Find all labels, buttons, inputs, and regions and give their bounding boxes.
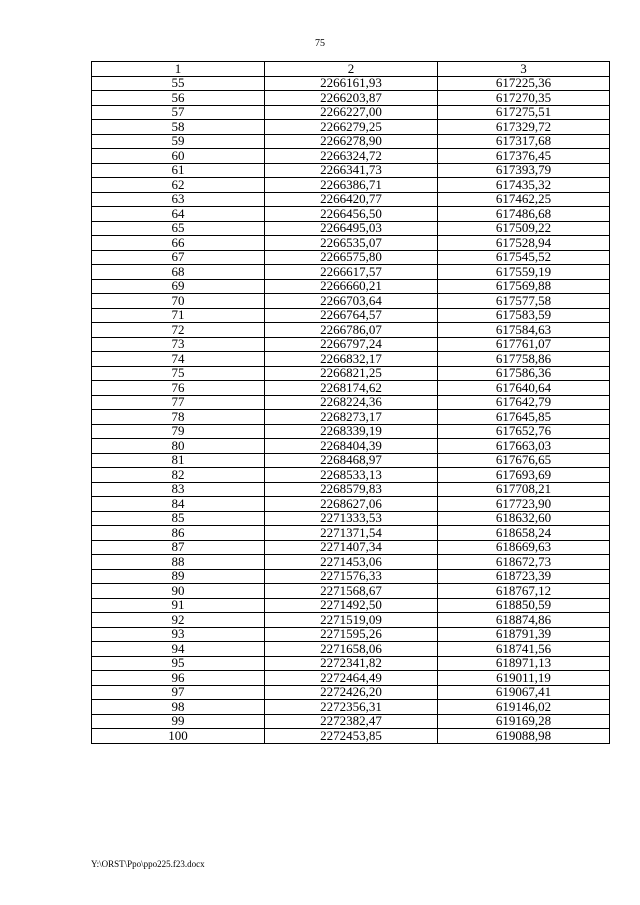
table-row <box>92 410 610 425</box>
y-coordinate-cell: 617509,22 <box>438 221 610 236</box>
point-number-cell: 75 <box>92 366 265 381</box>
table-row <box>92 352 610 367</box>
x-coordinate-cell: 2268627,06 <box>265 497 438 512</box>
point-number-cell: 85 <box>92 511 265 526</box>
point-number-cell: 77 <box>92 395 265 410</box>
table-row <box>92 294 610 309</box>
y-coordinate-cell: 617376,45 <box>438 149 610 164</box>
table-row <box>92 279 610 294</box>
point-number-cell: 60 <box>92 149 265 164</box>
table-row <box>92 236 610 251</box>
y-coordinate-cell: 617663,03 <box>438 439 610 454</box>
y-coordinate-cell: 617676,65 <box>438 453 610 468</box>
y-coordinate-cell: 617569,88 <box>438 279 610 294</box>
x-coordinate-cell: 2266456,50 <box>265 207 438 222</box>
footer-file-path: Y:\ORST\Ppo\ppo225.f23.docx <box>91 859 205 869</box>
x-coordinate-cell: 2266278,90 <box>265 134 438 149</box>
point-number-cell: 95 <box>92 656 265 671</box>
y-coordinate-cell: 617528,94 <box>438 236 610 251</box>
x-coordinate-cell: 2266575,80 <box>265 250 438 265</box>
x-coordinate-cell: 2271492,50 <box>265 598 438 613</box>
coordinates-table <box>91 61 610 744</box>
x-coordinate-cell: 2271568,67 <box>265 584 438 599</box>
y-coordinate-cell: 617393,79 <box>438 163 610 178</box>
point-number-cell: 93 <box>92 627 265 642</box>
table-row <box>92 265 610 280</box>
point-number-cell: 80 <box>92 439 265 454</box>
point-number-cell: 88 <box>92 555 265 570</box>
x-coordinate-cell: 2266703,64 <box>265 294 438 309</box>
y-coordinate-cell: 619011,19 <box>438 671 610 686</box>
table-row <box>92 613 610 628</box>
y-coordinate-cell: 617462,25 <box>438 192 610 207</box>
table-row <box>92 627 610 642</box>
y-coordinate-cell: 618767,12 <box>438 584 610 599</box>
y-coordinate-cell: 618658,24 <box>438 526 610 541</box>
table-row <box>92 105 610 120</box>
x-coordinate-cell: 2268273,17 <box>265 410 438 425</box>
y-coordinate-cell: 618791,39 <box>438 627 610 642</box>
x-coordinate-cell: 2268468,97 <box>265 453 438 468</box>
point-number-cell: 71 <box>92 308 265 323</box>
y-coordinate-cell: 617225,36 <box>438 76 610 91</box>
y-coordinate-cell: 619088,98 <box>438 729 610 744</box>
table-row <box>92 134 610 149</box>
table-row <box>92 76 610 91</box>
point-number-cell: 72 <box>92 323 265 338</box>
y-coordinate-cell: 617708,21 <box>438 482 610 497</box>
y-coordinate-cell: 617584,63 <box>438 323 610 338</box>
point-number-cell: 96 <box>92 671 265 686</box>
point-number-cell: 67 <box>92 250 265 265</box>
table-row <box>92 714 610 729</box>
x-coordinate-cell: 2271333,53 <box>265 511 438 526</box>
x-coordinate-cell: 2271576,33 <box>265 569 438 584</box>
x-coordinate-cell: 2268533,13 <box>265 468 438 483</box>
x-coordinate-cell: 2266386,71 <box>265 178 438 193</box>
point-number-cell: 86 <box>92 526 265 541</box>
table-row <box>92 584 610 599</box>
y-coordinate-cell: 617693,69 <box>438 468 610 483</box>
x-coordinate-cell: 2268224,36 <box>265 395 438 410</box>
x-coordinate-cell: 2271658,06 <box>265 642 438 657</box>
table-row <box>92 192 610 207</box>
point-number-cell: 58 <box>92 120 265 135</box>
x-coordinate-cell: 2271453,06 <box>265 555 438 570</box>
point-number-cell: 70 <box>92 294 265 309</box>
point-number-cell: 99 <box>92 714 265 729</box>
point-number-cell: 55 <box>92 76 265 91</box>
point-number-cell: 57 <box>92 105 265 120</box>
point-number-cell: 81 <box>92 453 265 468</box>
x-coordinate-cell: 2266161,93 <box>265 76 438 91</box>
table-row <box>92 497 610 512</box>
x-coordinate-cell: 2272464,49 <box>265 671 438 686</box>
x-coordinate-cell: 2272426,20 <box>265 685 438 700</box>
point-number-cell: 79 <box>92 424 265 439</box>
table-row <box>92 337 610 352</box>
y-coordinate-cell: 618672,73 <box>438 555 610 570</box>
table-row <box>92 366 610 381</box>
y-coordinate-cell: 617559,19 <box>438 265 610 280</box>
point-number-cell: 83 <box>92 482 265 497</box>
table-row <box>92 685 610 700</box>
y-coordinate-cell: 617640,64 <box>438 381 610 396</box>
table-row <box>92 656 610 671</box>
point-number-cell: 87 <box>92 540 265 555</box>
table-row <box>92 250 610 265</box>
table-row <box>92 395 610 410</box>
point-number-cell: 64 <box>92 207 265 222</box>
x-coordinate-cell: 2271407,34 <box>265 540 438 555</box>
point-number-cell: 66 <box>92 236 265 251</box>
point-number-cell: 68 <box>92 265 265 280</box>
y-coordinate-cell: 618971,13 <box>438 656 610 671</box>
point-number-cell: 78 <box>92 410 265 425</box>
y-coordinate-cell: 617652,76 <box>438 424 610 439</box>
y-coordinate-cell: 617435,32 <box>438 178 610 193</box>
point-number-cell: 65 <box>92 221 265 236</box>
x-coordinate-cell: 2266832,17 <box>265 352 438 367</box>
table-row <box>92 700 610 715</box>
table-row <box>92 569 610 584</box>
x-coordinate-cell: 2272382,47 <box>265 714 438 729</box>
table-row <box>92 149 610 164</box>
x-coordinate-cell: 2266764,57 <box>265 308 438 323</box>
table-header-row <box>92 62 610 77</box>
table-row <box>92 424 610 439</box>
x-coordinate-cell: 2266797,24 <box>265 337 438 352</box>
table-row <box>92 120 610 135</box>
point-number-cell: 61 <box>92 163 265 178</box>
point-number-cell: 74 <box>92 352 265 367</box>
table-row <box>92 323 610 338</box>
table-row <box>92 482 610 497</box>
y-coordinate-cell: 618741,56 <box>438 642 610 657</box>
x-coordinate-cell: 2268339,19 <box>265 424 438 439</box>
y-coordinate-cell: 618632,60 <box>438 511 610 526</box>
y-coordinate-cell: 618723,39 <box>438 569 610 584</box>
y-coordinate-cell: 617645,85 <box>438 410 610 425</box>
x-coordinate-cell: 2266660,21 <box>265 279 438 294</box>
table-row <box>92 526 610 541</box>
y-coordinate-cell: 618850,59 <box>438 598 610 613</box>
y-coordinate-cell: 617642,79 <box>438 395 610 410</box>
y-coordinate-cell: 619146,02 <box>438 700 610 715</box>
y-coordinate-cell: 617586,36 <box>438 366 610 381</box>
table-row <box>92 671 610 686</box>
x-coordinate-cell: 2266535,07 <box>265 236 438 251</box>
y-coordinate-cell: 617545,52 <box>438 250 610 265</box>
x-coordinate-cell: 2266420,77 <box>265 192 438 207</box>
x-coordinate-cell: 2266279,25 <box>265 120 438 135</box>
point-number-cell: 84 <box>92 497 265 512</box>
table-row <box>92 453 610 468</box>
point-number-cell: 62 <box>92 178 265 193</box>
x-coordinate-cell: 2266227,00 <box>265 105 438 120</box>
y-coordinate-cell: 617317,68 <box>438 134 610 149</box>
point-number-cell: 98 <box>92 700 265 715</box>
point-number-cell: 89 <box>92 569 265 584</box>
x-coordinate-cell: 2271595,26 <box>265 627 438 642</box>
x-coordinate-cell: 2266495,03 <box>265 221 438 236</box>
y-coordinate-cell: 618874,86 <box>438 613 610 628</box>
x-coordinate-cell: 2271371,54 <box>265 526 438 541</box>
x-coordinate-cell: 2266821,25 <box>265 366 438 381</box>
x-coordinate-cell: 2266324,72 <box>265 149 438 164</box>
x-coordinate-cell: 2266786,07 <box>265 323 438 338</box>
x-coordinate-cell: 2268404,39 <box>265 439 438 454</box>
point-number-cell: 92 <box>92 613 265 628</box>
y-coordinate-cell: 619067,41 <box>438 685 610 700</box>
y-coordinate-cell: 618669,63 <box>438 540 610 555</box>
table-row <box>92 221 610 236</box>
y-coordinate-cell: 617577,58 <box>438 294 610 309</box>
table-row <box>92 555 610 570</box>
y-coordinate-cell: 619169,28 <box>438 714 610 729</box>
point-number-cell: 94 <box>92 642 265 657</box>
x-coordinate-cell: 2268174,62 <box>265 381 438 396</box>
header-cell-3: 3 <box>438 62 610 77</box>
table-row <box>92 381 610 396</box>
point-number-cell: 56 <box>92 91 265 106</box>
table-row <box>92 207 610 222</box>
table-row <box>92 642 610 657</box>
table-row <box>92 91 610 106</box>
point-number-cell: 59 <box>92 134 265 149</box>
table-row <box>92 163 610 178</box>
point-number-cell: 97 <box>92 685 265 700</box>
x-coordinate-cell: 2272341,82 <box>265 656 438 671</box>
header-cell-1: 1 <box>92 62 265 77</box>
point-number-cell: 100 <box>92 729 265 744</box>
point-number-cell: 69 <box>92 279 265 294</box>
y-coordinate-cell: 617723,90 <box>438 497 610 512</box>
point-number-cell: 76 <box>92 381 265 396</box>
x-coordinate-cell: 2271519,09 <box>265 613 438 628</box>
table-row <box>92 308 610 323</box>
point-number-cell: 63 <box>92 192 265 207</box>
table-row <box>92 729 610 744</box>
table-row <box>92 439 610 454</box>
x-coordinate-cell: 2268579,83 <box>265 482 438 497</box>
table-row <box>92 178 610 193</box>
x-coordinate-cell: 2266341,73 <box>265 163 438 178</box>
x-coordinate-cell: 2266203,87 <box>265 91 438 106</box>
table-body <box>92 62 610 744</box>
y-coordinate-cell: 617486,68 <box>438 207 610 222</box>
table-row <box>92 540 610 555</box>
point-number-cell: 91 <box>92 598 265 613</box>
y-coordinate-cell: 617758,86 <box>438 352 610 367</box>
point-number-cell: 90 <box>92 584 265 599</box>
header-cell-2: 2 <box>265 62 438 77</box>
table-row <box>92 468 610 483</box>
page-number: 75 <box>315 38 325 49</box>
x-coordinate-cell: 2272453,85 <box>265 729 438 744</box>
point-number-cell: 73 <box>92 337 265 352</box>
x-coordinate-cell: 2272356,31 <box>265 700 438 715</box>
y-coordinate-cell: 617329,72 <box>438 120 610 135</box>
x-coordinate-cell: 2266617,57 <box>265 265 438 280</box>
y-coordinate-cell: 617583,59 <box>438 308 610 323</box>
y-coordinate-cell: 617275,51 <box>438 105 610 120</box>
y-coordinate-cell: 617270,35 <box>438 91 610 106</box>
y-coordinate-cell: 617761,07 <box>438 337 610 352</box>
point-number-cell: 82 <box>92 468 265 483</box>
table-row <box>92 511 610 526</box>
table-row <box>92 598 610 613</box>
